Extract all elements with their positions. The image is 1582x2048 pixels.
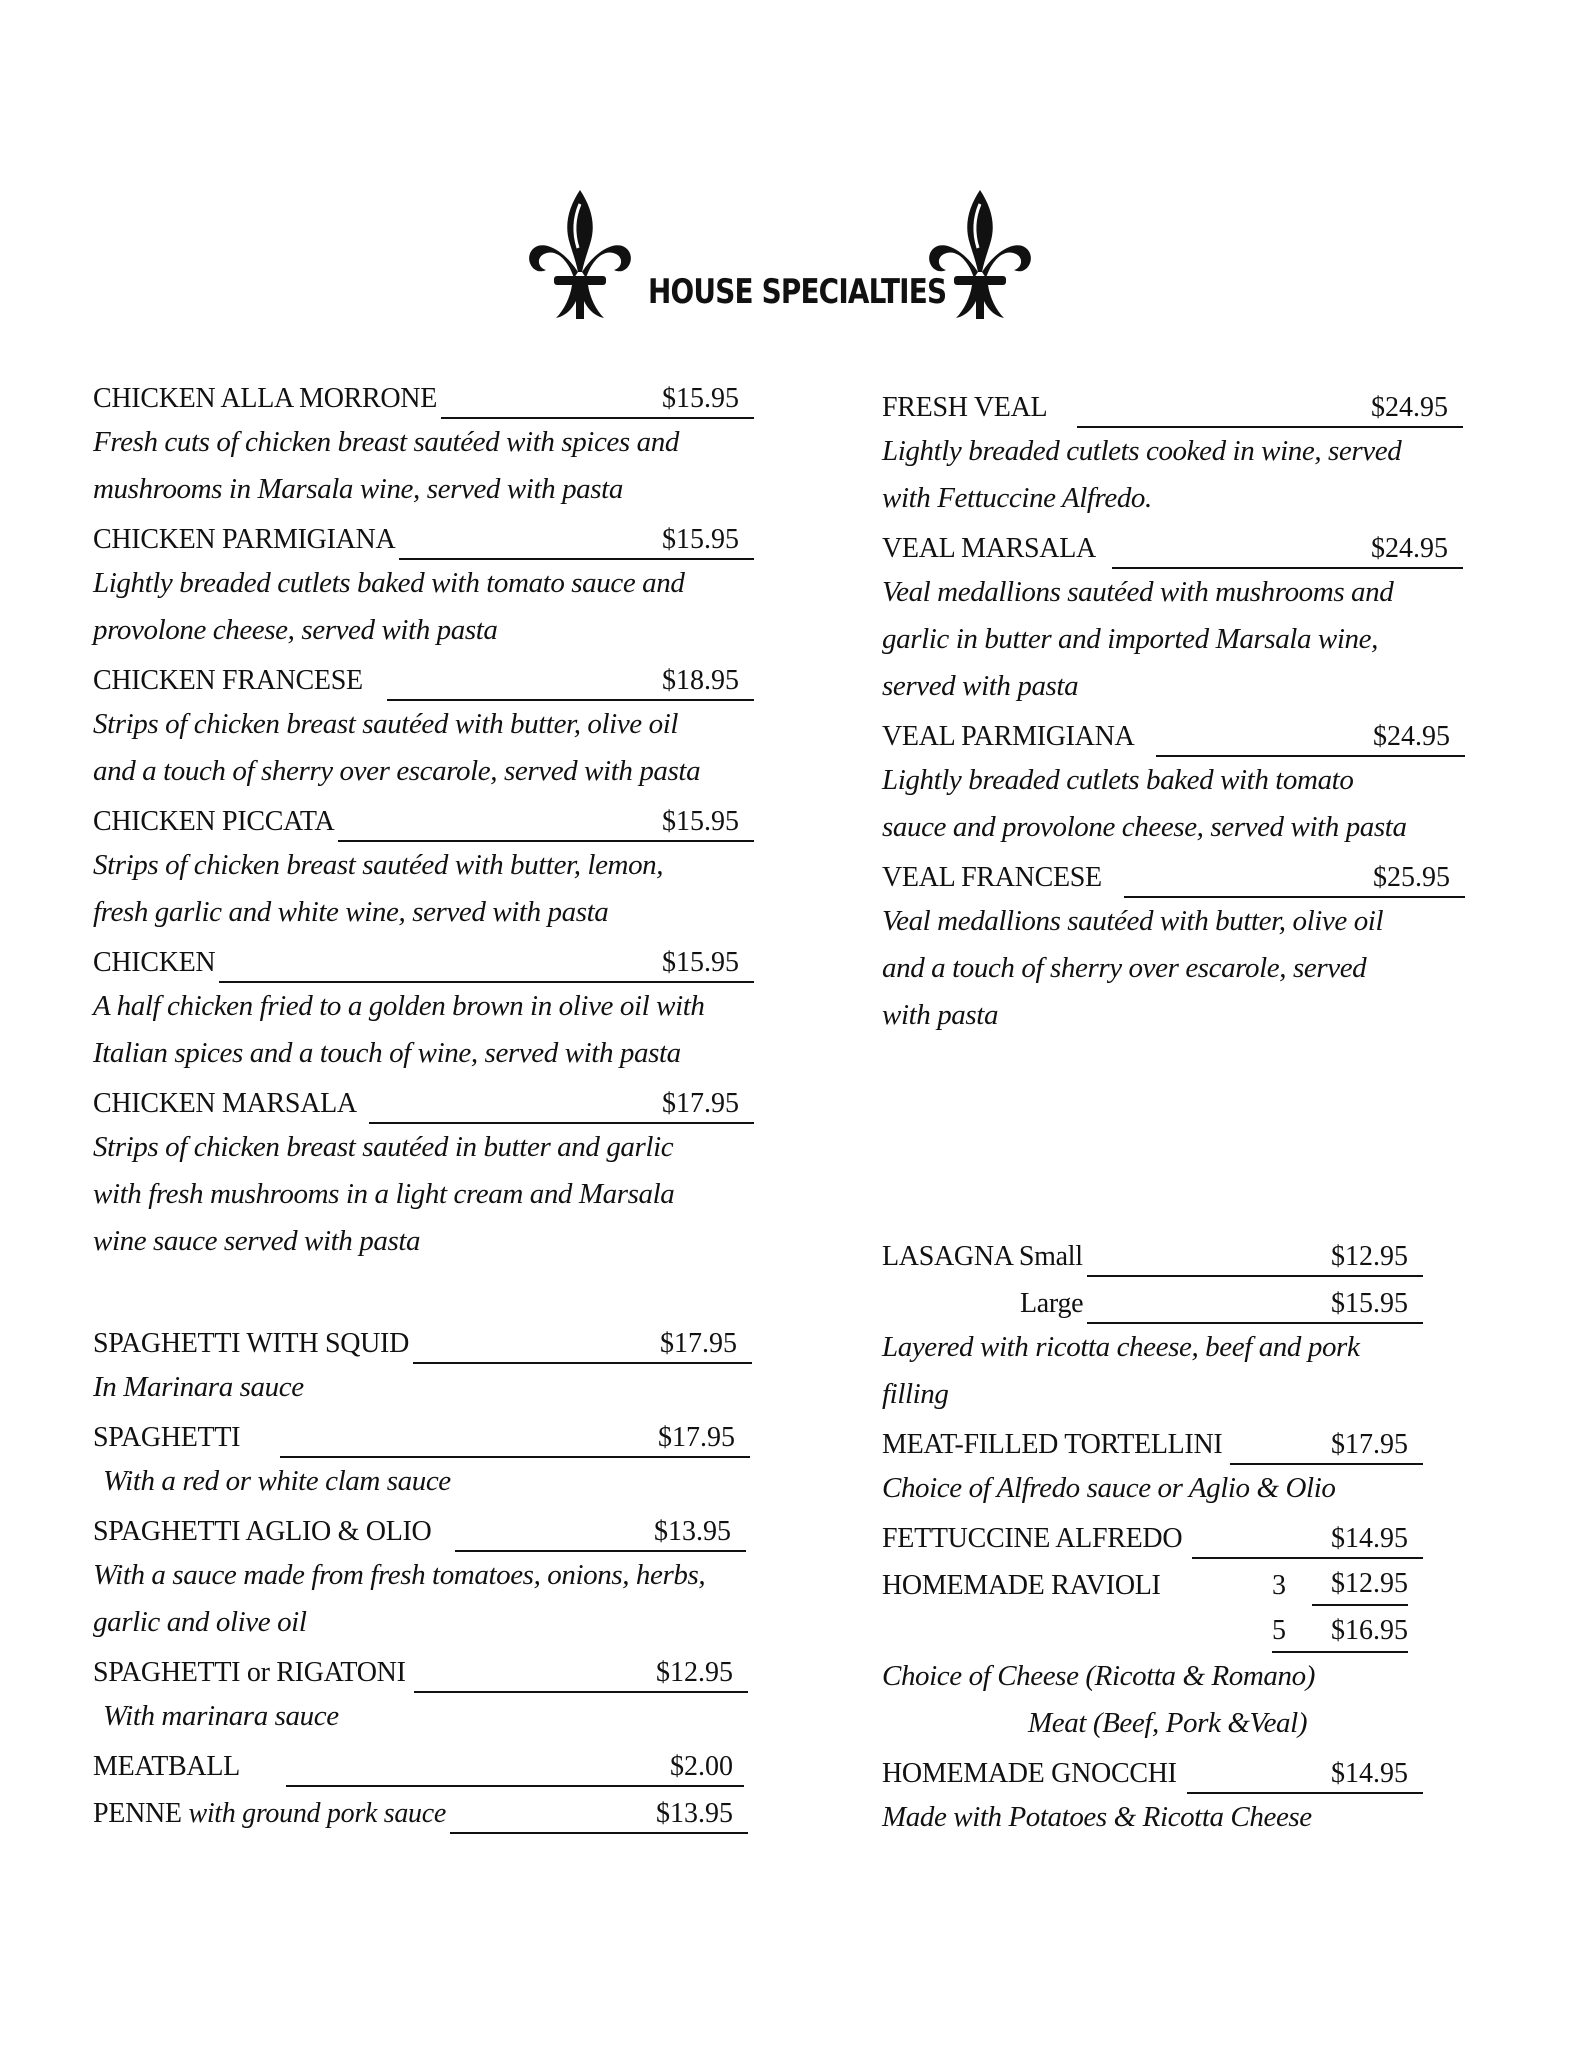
menu-item [93, 1646, 737, 1693]
menu-item [882, 1606, 1412, 1653]
item-description: With a sauce made from fresh tomatoes, onions, herbs, garlic and olive oil [93, 1559, 706, 1638]
item-name: SPAGHETTI [93, 1422, 241, 1453]
item-description: Lightly breaded cutlets baked with tomato sauce and provolone cheese, served with pasta [882, 764, 1407, 843]
menu-item [882, 1559, 1412, 1606]
menu-item [93, 795, 743, 842]
menu-item [882, 710, 1454, 757]
veal-section [882, 381, 1482, 1039]
item-description: Fresh cuts of chicken breast sautéed with spices and mushrooms in Marsala wine, served with pasta [93, 426, 679, 505]
item-name: SPAGHETTI AGLIO & OLIO [93, 1516, 432, 1547]
item-price: $17.95 [658, 1422, 735, 1453]
item-description: Layered with ricotta cheese, beef and pork filling [882, 1331, 1360, 1410]
item-price: $14.95 [1331, 1523, 1408, 1554]
page-title: HOUSE SPECIALTIES [648, 272, 947, 312]
menu-item [882, 1747, 1412, 1794]
menu-item [882, 522, 1452, 569]
item-name: HOMEMADE GNOCCHI [882, 1758, 1177, 1789]
fleur-de-lis-icon [920, 186, 1040, 326]
item-price: $13.95 [656, 1798, 733, 1829]
item-name: FETTUCCINE ALFREDO [882, 1523, 1183, 1554]
item-price: $15.95 [662, 383, 739, 414]
item-price: $2.00 [670, 1751, 733, 1782]
menu-item [93, 372, 743, 419]
item-description: With marinara sauce [103, 1700, 339, 1732]
item-quantity: 5 [1272, 1615, 1312, 1653]
item-price: $12.95 [656, 1657, 733, 1688]
menu-item [882, 1230, 1412, 1277]
item-description: Strips of chicken breast sautéed with butter, lemon, fresh garlic and white wine, served with pasta [93, 849, 664, 928]
menu-header [520, 180, 1060, 330]
item-name: CHICKEN [93, 947, 216, 978]
item-description: A half chicken fried to a golden brown in olive oil with Italian spices and a touch of wine, served with pasta [93, 990, 705, 1069]
item-price: $14.95 [1331, 1758, 1408, 1789]
fleur-de-lis-icon [520, 186, 640, 326]
menu-item [93, 513, 743, 560]
menu-item [93, 1317, 741, 1364]
item-name: HOMEMADE RAVIOLI [882, 1570, 1161, 1601]
menu-item [93, 1740, 737, 1787]
item-price: $15.95 [662, 947, 739, 978]
item-name: VEAL PARMIGIANA [882, 721, 1135, 752]
item-name: CHICKEN MARSALA [93, 1088, 357, 1119]
item-price: $15.95 [662, 806, 739, 837]
item-description: Veal medallions sautéed with butter, olive oil and a touch of sherry over escarole, served with pasta [882, 905, 1384, 1031]
item-name: CHICKEN PICCATA [93, 806, 335, 837]
item-description: Lightly breaded cutlets cooked in wine, served with Fettuccine Alfredo. [882, 435, 1402, 514]
item-price: $18.95 [662, 665, 739, 696]
item-description: In Marinara sauce [93, 1371, 304, 1403]
item-price: $17.95 [662, 1088, 739, 1119]
menu-item [93, 936, 743, 983]
chicken-section [93, 372, 793, 1265]
item-description: Veal medallions sautéed with mushrooms and garlic in butter and imported Marsala wine, served with pasta [882, 576, 1394, 702]
item-price: $25.95 [1373, 862, 1450, 893]
item-description: Made with Potatoes & Ricotta Cheese [882, 1801, 1312, 1833]
item-price: $12.95 [1312, 1568, 1408, 1606]
item-price: $16.95 [1312, 1615, 1408, 1653]
item-price: $24.95 [1371, 533, 1448, 564]
item-price: $17.95 [660, 1328, 737, 1359]
item-quantity: 3 [1272, 1570, 1286, 1601]
menu-item [93, 654, 743, 701]
pasta-section [93, 1317, 793, 1834]
item-name: MEATBALL [93, 1751, 240, 1782]
item-price: $15.95 [1331, 1288, 1408, 1319]
menu-item [882, 381, 1452, 428]
menu-item [882, 1277, 1412, 1324]
menu-item [882, 1512, 1412, 1559]
menu-item [93, 1505, 735, 1552]
item-name: Large [1020, 1288, 1084, 1319]
item-price: $13.95 [654, 1516, 731, 1547]
item-description: With a red or white clam sauce [103, 1465, 451, 1497]
item-description: Choice of Alfredo sauce or Aglio & Olio [882, 1472, 1336, 1504]
item-name: SPAGHETTI or RIGATONI [93, 1657, 406, 1688]
item-description: Lightly breaded cutlets baked with tomato sauce and provolone cheese, served with pasta [93, 567, 685, 646]
item-description: Strips of chicken breast sautéed in butter and garlic with fresh mushrooms in a light cream and Marsala wine sauce served with pasta [93, 1131, 675, 1257]
item-name: VEAL MARSALA [882, 533, 1096, 564]
menu-item [93, 1411, 739, 1458]
menu-item [882, 851, 1454, 898]
item-name: VEAL FRANCESE [882, 862, 1102, 893]
item-name: CHICKEN PARMIGIANA [93, 524, 396, 555]
item-name: FRESH VEAL [882, 392, 1048, 423]
item-name: MEAT-FILLED TORTELLINI [882, 1429, 1223, 1460]
item-name: CHICKEN ALLA MORRONE [93, 383, 438, 414]
item-name: PENNE with ground pork sauce [93, 1798, 447, 1829]
item-name: LASAGNA Small [882, 1241, 1083, 1272]
item-description: Strips of chicken breast sautéed with butter, olive oil and a touch of sherry over escarole, served with pasta [93, 708, 701, 787]
item-name: SPAGHETTI WITH SQUID [93, 1328, 410, 1359]
menu-item [882, 1418, 1412, 1465]
item-price: $24.95 [1373, 721, 1450, 752]
item-price: $15.95 [662, 524, 739, 555]
menu-item [93, 1077, 743, 1124]
item-price: $24.95 [1371, 392, 1448, 423]
item-price: $17.95 [1331, 1429, 1408, 1460]
item-price: $12.95 [1331, 1241, 1408, 1272]
item-name: CHICKEN FRANCESE [93, 665, 363, 696]
pasta-specials-section [882, 1230, 1482, 1841]
menu-item [93, 1787, 737, 1834]
item-description: Choice of Cheese (Ricotta & Romano) Meat (Beef, Pork &Veal) [882, 1660, 1315, 1739]
